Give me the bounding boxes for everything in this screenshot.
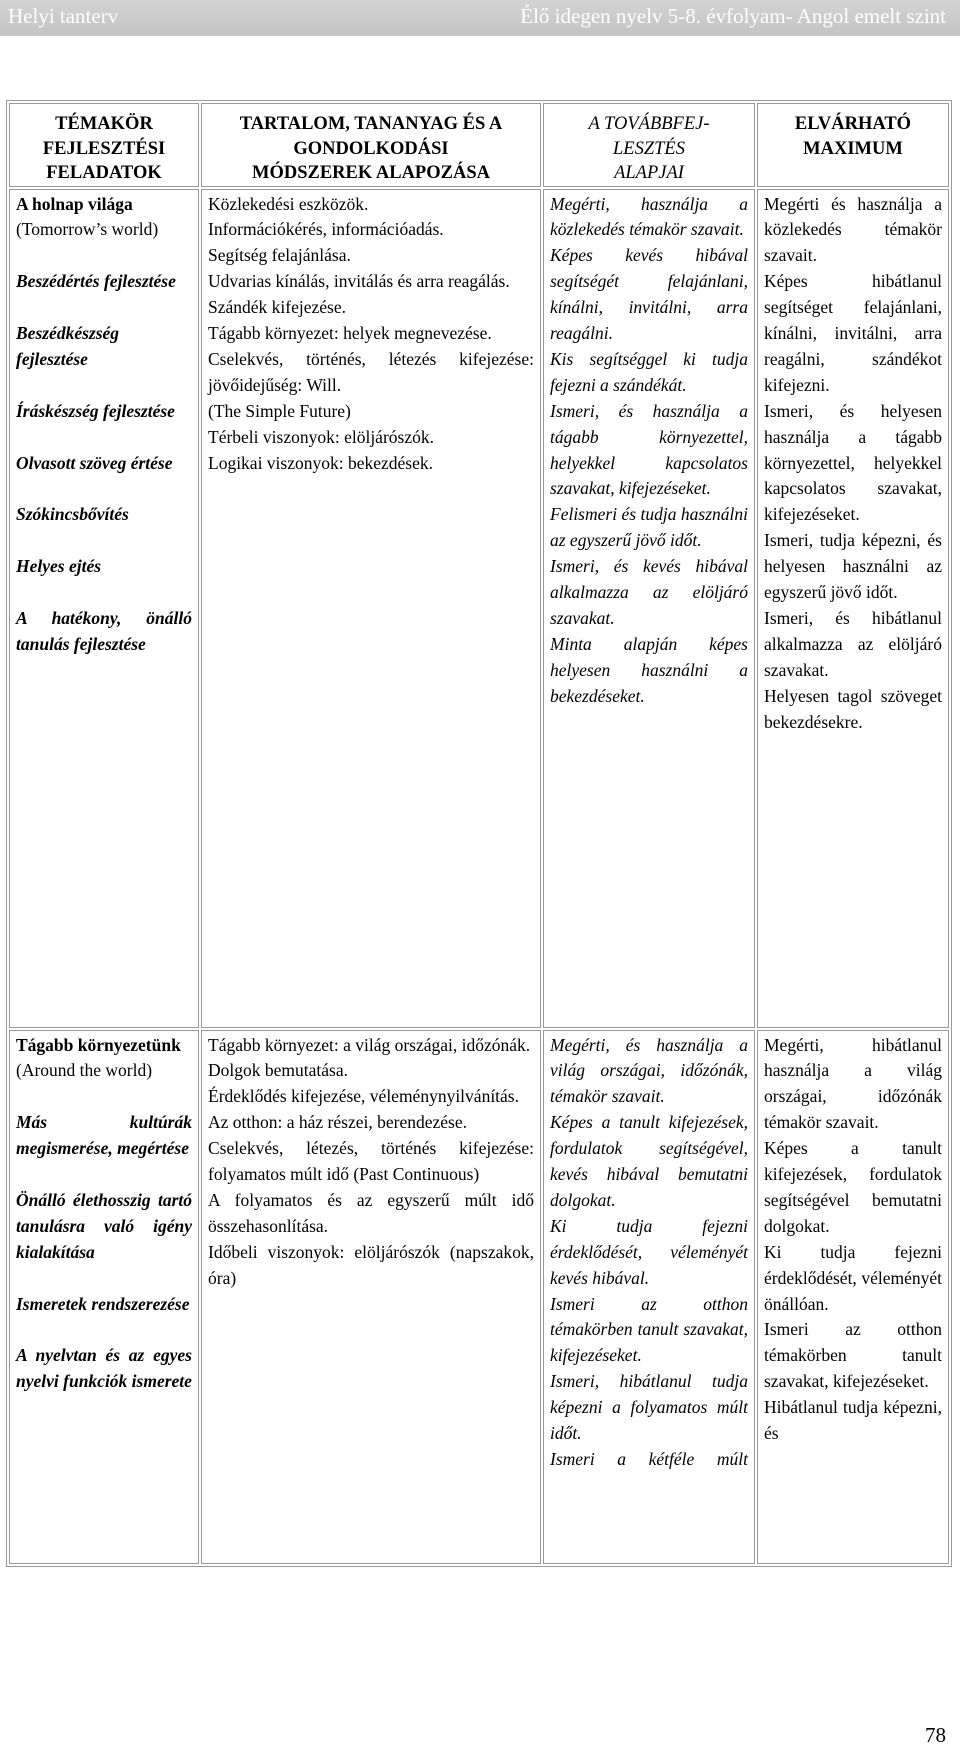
expected-item: Megérti és használja a közlekedés témakör szavait. (764, 193, 942, 266)
content-item: Térbeli viszonyok: elöljárószók. (208, 426, 434, 447)
expected-item: Megérti, hibátlanul használja a világ országai, időzónák témakör szavait. (764, 1034, 942, 1133)
expected-item: Ki tudja fejezni érdeklődését, véleményét önállóan. (764, 1241, 942, 1314)
dev-task: Más kultúrák megismerése, megértése (16, 1112, 192, 1159)
content-item: A folyamatos és az egyszerű múlt idő összehasonlítása. (208, 1189, 534, 1236)
curriculum-title: Helyi tanterv (8, 4, 119, 28)
topic-subtitle: (Around the world) (16, 1060, 153, 1081)
content-cell (201, 189, 541, 1028)
content-item: Érdeklődés kifejezése, véleménynyilvánítás. (208, 1086, 519, 1107)
content-cell (201, 1030, 541, 1564)
basis-item: Kis segítséggel ki tudja fejezni a szándékát. (550, 348, 748, 395)
topic-title: Tágabb környezetünk (16, 1034, 181, 1055)
content-item: Logikai viszonyok: bekezdések. (208, 452, 434, 473)
basis-item: Megérti, és használja a világ országai, időzónák, témakör szavait. (550, 1034, 748, 1107)
content-item: Tágabb környezet: a világ országai, időzónák. (208, 1034, 531, 1055)
curriculum-table (6, 100, 952, 1567)
content-item: Cselekvés, történés, létezés kifejezése: jövőidejűség: Will. (208, 348, 534, 395)
expected-item: Ismeri, és hibátlanul alkalmazza az elöljáró szavakat. (764, 608, 942, 680)
basis-item: Ismeri, hibátlanul tudja képezni a folyamatos múlt időt. (550, 1371, 748, 1444)
expected-item: Ismeri, tudja képezni, és helyesen használni az egyszerű jövő időt. (764, 530, 942, 603)
content-item: Az otthon: a ház részei, berendezése. (208, 1112, 467, 1133)
dev-task: Szókincsbővítés (16, 504, 129, 525)
topic-subtitle: (Tomorrow’s world) (16, 219, 159, 240)
content-item: Szándék kifejezése. (208, 297, 346, 318)
content-item: Cselekvés, létezés, történés kifejezése: folyamatos múlt idő (Past Continuous) (208, 1138, 534, 1185)
col-header-topic: TÉMAKÖR FEJLESZTÉSI FELADATOK (9, 103, 199, 187)
dev-task: Helyes ejtés (16, 556, 102, 577)
subject-title: Élő idegen nyelv 5-8. évfolyam- Angol emelt szint (520, 4, 946, 28)
col-header-content: TARTALOM, TANANYAG ÉS A GONDOLKODÁSI MÓDSZEREK ALAPOZÁSA (201, 103, 541, 187)
table-row (9, 1030, 949, 1564)
basis-item: Megérti, használja a közlekedés témakör szavait. (550, 193, 748, 240)
dev-task: A hatékony, önálló tanulás fejlesztése (16, 607, 192, 654)
basis-cell (543, 1030, 755, 1564)
expected-cell (757, 1030, 949, 1564)
table-row (9, 189, 949, 1028)
expected-item: Képes a tanult kifejezések, fordulatok segítségével bemutatni dolgokat. (764, 1138, 942, 1236)
dev-task: Ismeretek rendszerezése (16, 1293, 190, 1314)
basis-item: Ismeri a kétféle múlt (550, 1449, 748, 1469)
basis-item: Képes kevés hibával segítségét felajánlani, kínálni, invitálni, arra reagálni. (550, 245, 748, 344)
expected-item: Helyesen tagol szöveget bekezdésekre. (764, 685, 942, 732)
basis-item: Ismeri az otthon témakörben tanult szavakat, kifejezéseket. (550, 1293, 748, 1366)
dev-task: Beszédértés fejlesztése (16, 271, 176, 292)
table-header-row (9, 103, 949, 187)
page-number: 78 (925, 1723, 946, 1747)
dev-task: Beszédkészség fejlesztése (16, 323, 120, 369)
expected-item: Képes hibátlanul segítséget felajánlani, kínálni, invitálni, arra reagálni, szándékot kifejezni. (764, 271, 942, 395)
basis-item: Minta alapján képes helyesen használni a bekezdéseket. (550, 633, 748, 706)
basis-item: Ki tudja fejezni érdeklődését, véleményét kevés hibával. (550, 1215, 748, 1288)
expected-item: Ismeri, és helyesen használja a tágabb környezettel, helyekkel kapcsolatos szavakat, kifejezéseket. (764, 400, 942, 525)
topic-title: A holnap világa (16, 193, 133, 214)
dev-task: Olvasott szöveg értése (16, 452, 173, 473)
header-banner (0, 0, 960, 36)
content-item: Segítség felajánlása. (208, 245, 351, 266)
basis-item: Felismeri és tudja használni az egyszerű jövő időt. (550, 504, 748, 551)
dev-task: A nyelvtan és az egyes nyelvi funkciók ismerete (16, 1345, 192, 1392)
col-header-expected: ELVÁRHATÓ MAXIMUM (757, 103, 949, 187)
basis-item: Ismeri, és használja a tágabb környezettel, helyekkel kapcsolatos szavakat, kifejezéseket. (550, 400, 748, 499)
basis-item: Képes a tanult kifejezések, fordulatok segítségével, kevés hibával bemutatni dolgokat. (550, 1112, 748, 1210)
expected-item: Ismeri az otthon témakörben tanult szavakat, kifejezéseket. (764, 1319, 942, 1392)
basis-item: Ismeri, és kevés hibával alkalmazza az elöljáró szavakat. (550, 556, 748, 628)
content-item: Időbeli viszonyok: elöljárószók (napszakok, óra) (208, 1241, 534, 1288)
expected-item: Hibátlanul tudja képezni, és (764, 1397, 942, 1444)
content-item: Dolgok bemutatása. (208, 1060, 348, 1081)
dev-task: Önálló élethosszig tartó tanulásra való igény kialakítása (16, 1189, 192, 1262)
content-item: Közlekedési eszközök. (208, 193, 369, 214)
basis-cell (543, 189, 755, 1028)
col-header-basis: A TOVÁBBFEJ- LESZTÉS ALAPJAI (543, 103, 755, 187)
content-item: Udvarias kínálás, invitálás és arra reagálás. (208, 271, 510, 292)
topic-cell (9, 189, 199, 1028)
content-item: Tágabb környezet: helyek megnevezése. (208, 323, 492, 344)
dev-task: Íráskészség fejlesztése (16, 400, 175, 421)
expected-cell (757, 189, 949, 1028)
topic-cell (9, 1030, 199, 1564)
content-item: (The Simple Future) (208, 400, 351, 421)
content-item: Információkérés, információadás. (208, 219, 444, 240)
